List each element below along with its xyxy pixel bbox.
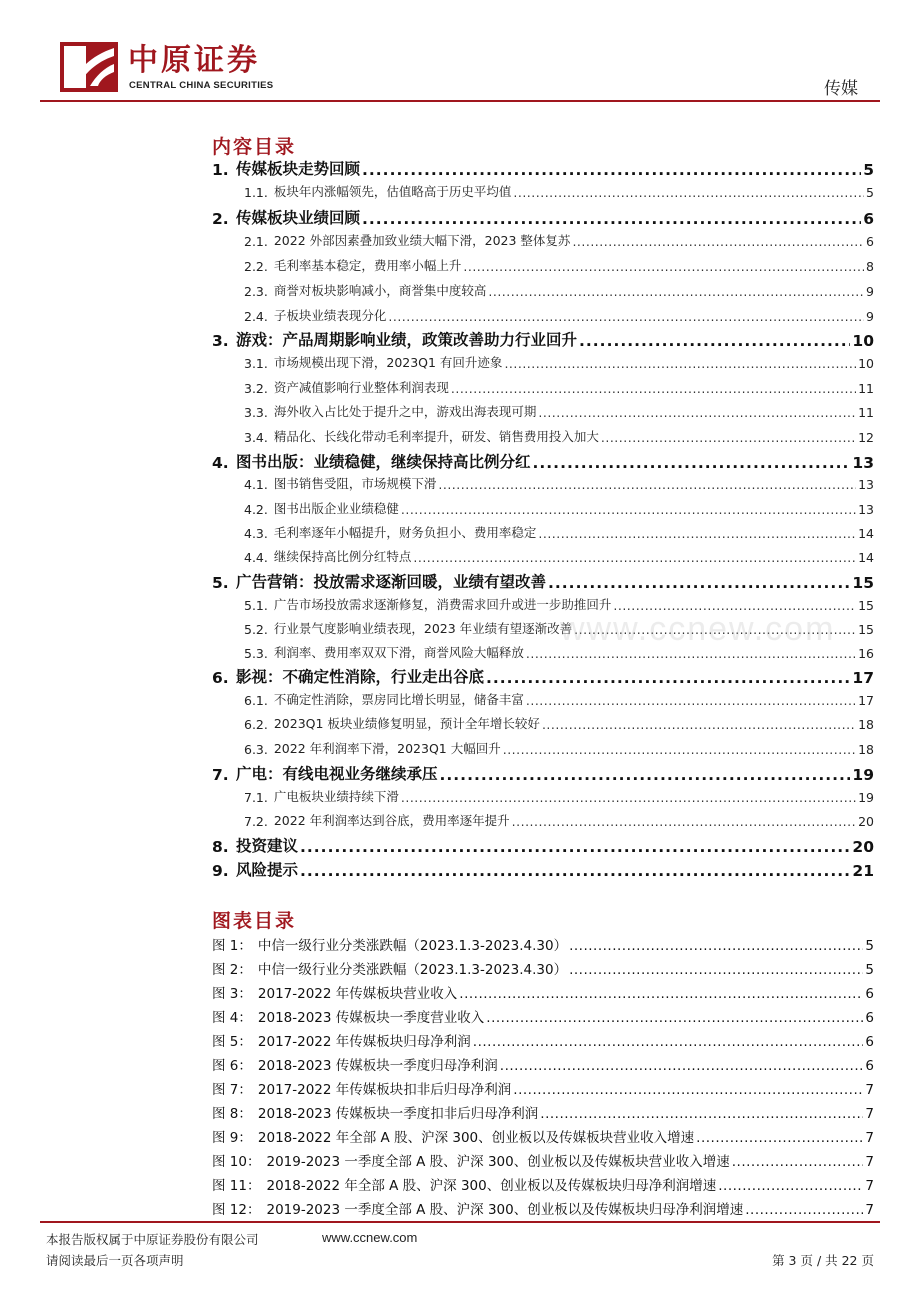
footer-disclaimer: 请阅读最后一页各项声明 — [46, 1253, 184, 1268]
entry-page: 13 — [858, 477, 874, 492]
entry-number: 6.3. — [244, 742, 268, 757]
entry-number: 3.4. — [244, 430, 268, 445]
toc-section-entry[interactable] — [212, 787, 874, 805]
leader-dots — [745, 1202, 863, 1218]
entry-page: 7 — [865, 1082, 874, 1098]
entry-title: 2022 外部因素叠加致业绩大幅下滑，2023 整体复苏 — [273, 233, 571, 248]
leader-dots — [538, 526, 856, 541]
entry-page: 12 — [858, 430, 874, 445]
entry-title: 2023Q1 板块业绩修复明显，预计全年增长较好 — [273, 716, 540, 731]
entry-number: 图 7： — [212, 1082, 252, 1098]
toc-section-entry[interactable] — [212, 523, 874, 541]
entry-number: 图 6： — [212, 1058, 252, 1074]
entry-page: 5 — [865, 938, 874, 954]
entry-page: 17 — [858, 693, 874, 708]
leader-dots — [473, 1034, 864, 1050]
header-divider — [40, 100, 880, 102]
entry-number: 4.3. — [244, 526, 268, 541]
entry-number: 1. — [212, 161, 229, 179]
entry-title: 海外收入占比处于提升之中，游戏出海表现可期 — [273, 404, 537, 419]
entry-title: 板块年内涨幅领先，估值略高于历史平均值 — [273, 184, 512, 199]
figure-entry[interactable] — [212, 958, 874, 978]
entry-number: 4.2. — [244, 502, 268, 517]
leader-dots — [732, 1154, 864, 1170]
figure-entry[interactable] — [212, 1102, 874, 1122]
entry-title: 2017-2022 年传媒板块扣非后归母净利润 — [257, 1082, 512, 1098]
entry-number: 图 1： — [212, 938, 252, 954]
toc-chapter-entry[interactable] — [212, 157, 874, 179]
footer-website-link[interactable]: www.ccnew.com — [322, 1230, 418, 1245]
leader-dots — [401, 502, 856, 517]
entry-page: 15 — [858, 598, 874, 613]
entry-page: 6 — [865, 1034, 874, 1050]
entry-number: 9. — [212, 862, 229, 880]
toc-chapter-entry[interactable] — [212, 858, 874, 880]
toc-section-entry[interactable] — [212, 306, 874, 324]
entry-title: 2022 年利润率下滑，2023Q1 大幅回升 — [273, 741, 501, 756]
entry-page: 14 — [858, 550, 874, 565]
entry-number: 7.2. — [244, 814, 268, 829]
entry-page: 6 — [863, 210, 874, 228]
entry-number: 图 9： — [212, 1130, 252, 1146]
toc-chapter-entry[interactable] — [212, 570, 874, 592]
entry-page: 5 — [866, 185, 874, 200]
figure-entry[interactable] — [212, 1078, 874, 1098]
entry-number: 2.4. — [244, 309, 268, 324]
leader-dots — [513, 1082, 863, 1098]
logo-chinese-name: 中原证券 — [128, 43, 260, 78]
toc-chapter-entry[interactable] — [212, 328, 874, 350]
entry-number: 图 3： — [212, 986, 252, 1002]
toc-section-entry[interactable] — [212, 256, 874, 274]
entry-page: 16 — [858, 646, 874, 661]
entry-title: 2018-2022 年全部 A 股、沪深 300、创业板以及传媒板块营业收入增速 — [257, 1130, 695, 1146]
report-sector: 传媒 — [824, 79, 858, 99]
entry-title: 广告市场投放需求逐渐修复，消费需求回升或进一步助推回升 — [273, 597, 612, 612]
toc-chapter-entry[interactable] — [212, 450, 874, 472]
leader-dots — [512, 814, 856, 829]
entry-number: 3. — [212, 332, 229, 350]
leader-dots — [500, 1058, 864, 1074]
leader-dots — [438, 477, 856, 492]
figure-entry[interactable] — [212, 1198, 874, 1218]
entry-page: 18 — [858, 742, 874, 757]
entry-title: 广电板块业绩持续下滑 — [273, 789, 399, 804]
entry-number: 4.4. — [244, 550, 268, 565]
entry-number: 8. — [212, 838, 229, 856]
entry-title: 投资建议 — [236, 837, 299, 855]
entry-page: 9 — [866, 309, 874, 324]
entry-page: 13 — [858, 502, 874, 517]
entry-number: 7.1. — [244, 790, 268, 805]
entry-title: 中信一级行业分类涨跌幅（2023.1.3-2023.4.30） — [257, 962, 568, 978]
entry-title: 中信一级行业分类涨跌幅（2023.1.3-2023.4.30） — [257, 938, 568, 954]
toc-section-entry[interactable] — [212, 281, 874, 299]
entry-number: 6.2. — [244, 717, 268, 732]
entry-title: 2019-2023 一季度全部 A 股、沪深 300、创业板以及传媒板块归母净利润增速 — [266, 1202, 744, 1218]
toc-chapter-entry[interactable] — [212, 665, 874, 687]
entry-page: 21 — [852, 862, 874, 880]
leader-dots — [513, 185, 864, 200]
entry-title: 利润率、费用率双双下滑，商誉风险大幅释放 — [273, 645, 524, 660]
entry-page: 7 — [865, 1106, 874, 1122]
entry-title: 继续保持高比例分红特点 — [273, 549, 412, 564]
figure-entry[interactable] — [212, 1126, 874, 1146]
entry-number: 6. — [212, 669, 229, 687]
entry-page: 18 — [858, 717, 874, 732]
toc-chapter-entry[interactable] — [212, 206, 874, 228]
entry-title: 市场规模出现下滑，2023Q1 有回升迹象 — [273, 355, 503, 370]
entry-page: 15 — [858, 622, 874, 637]
entry-page: 11 — [858, 405, 874, 420]
entry-title: 广告营销：投放需求逐渐回暖，业绩有望改善 — [236, 573, 547, 591]
entry-page: 20 — [858, 814, 874, 829]
entry-number: 2.3. — [244, 284, 268, 299]
entry-number: 3.3. — [244, 405, 268, 420]
entry-title: 毛利率逐年小幅提升，财务负担小、费用率稳定 — [273, 525, 537, 540]
leader-dots — [601, 430, 856, 445]
figure-entry[interactable] — [212, 1150, 874, 1170]
entry-number: 5.3. — [244, 646, 268, 661]
entry-page: 20 — [852, 838, 874, 856]
toc-section-entry[interactable] — [212, 499, 874, 517]
entry-number: 图 8： — [212, 1106, 252, 1122]
leader-dots — [300, 862, 850, 880]
entry-number: 5.2. — [244, 622, 268, 637]
leader-dots — [572, 234, 864, 249]
leader-dots — [488, 284, 864, 299]
entry-page: 8 — [866, 259, 874, 274]
leader-dots — [388, 309, 864, 324]
entry-number: 5.1. — [244, 598, 268, 613]
leader-dots — [569, 938, 863, 954]
entry-title: 2022 年利润率达到谷底，费用率逐年提升 — [273, 813, 510, 828]
entry-title: 2017-2022 年传媒板块归母净利润 — [257, 1034, 471, 1050]
leader-dots — [413, 550, 856, 565]
entry-number: 3.1. — [244, 356, 268, 371]
toc-section-entry[interactable] — [212, 353, 874, 371]
leader-dots — [451, 381, 856, 396]
entry-number: 图 11： — [212, 1178, 261, 1194]
toc-section-entry[interactable] — [212, 547, 874, 565]
entry-title: 传媒板块业绩回顾 — [236, 209, 361, 227]
entry-title: 2018-2023 传媒板块一季度营业收入 — [257, 1010, 485, 1026]
entry-page: 10 — [858, 356, 874, 371]
entry-number: 2.1. — [244, 234, 268, 249]
footer-page-number: 第 3 页 / 共 22 页 — [772, 1253, 874, 1268]
entry-title: 2018-2023 传媒板块一季度扣非后归母净利润 — [257, 1106, 539, 1122]
entry-page: 13 — [852, 454, 874, 472]
leader-dots — [533, 454, 851, 472]
entry-page: 11 — [858, 381, 874, 396]
leader-dots — [526, 693, 856, 708]
entry-title: 2018-2022 年全部 A 股、沪深 300、创业板以及传媒板块归母净利润增速 — [266, 1178, 717, 1194]
entry-title: 商誉对板块影响减小，商誉集中度较高 — [273, 283, 487, 298]
entry-number: 4.1. — [244, 477, 268, 492]
entry-title: 图书出版：业绩稳健，继续保持高比例分红 — [236, 453, 531, 471]
entry-title: 2018-2023 传媒板块一季度归母净利润 — [257, 1058, 498, 1074]
company-logo-icon — [60, 42, 118, 92]
leader-dots — [486, 1010, 863, 1026]
entry-number: 7. — [212, 766, 229, 784]
leader-dots — [486, 669, 850, 687]
entry-page: 7 — [865, 1130, 874, 1146]
entry-number: 4. — [212, 454, 229, 472]
toc-section-entry[interactable] — [212, 231, 874, 249]
toc-section-entry[interactable] — [212, 402, 874, 420]
entry-page: 5 — [865, 962, 874, 978]
leader-dots — [579, 332, 850, 350]
figure-entry[interactable] — [212, 934, 874, 954]
figure-entry[interactable] — [212, 1030, 874, 1050]
leader-dots — [440, 766, 851, 784]
figure-entry[interactable] — [212, 982, 874, 1002]
toc-section-entry[interactable] — [212, 811, 874, 829]
toc-section-entry[interactable] — [212, 378, 874, 396]
entry-page: 6 — [866, 234, 874, 249]
entry-title: 影视：不确定性消除，行业走出谷底 — [236, 668, 485, 686]
entry-title: 子板块业绩表现分化 — [273, 308, 387, 323]
footer-divider — [40, 1221, 880, 1223]
leader-dots — [459, 986, 863, 1002]
entry-page: 6 — [865, 1058, 874, 1074]
toc-chapter-entry[interactable] — [212, 762, 874, 784]
figure-entry[interactable] — [212, 1054, 874, 1074]
entry-title: 2017-2022 年传媒板块营业收入 — [257, 986, 458, 1002]
leader-dots — [696, 1130, 863, 1146]
leader-dots — [718, 1178, 863, 1194]
entry-page: 6 — [865, 1010, 874, 1026]
entry-title: 行业景气度影响业绩表现，2023 年业绩有望逐渐改善 — [273, 621, 573, 636]
entry-page: 15 — [852, 574, 874, 592]
leader-dots — [503, 742, 856, 757]
entry-number: 1.1. — [244, 185, 268, 200]
leader-dots — [540, 1106, 863, 1122]
entry-page: 7 — [865, 1154, 874, 1170]
figure-entry[interactable] — [212, 1006, 874, 1026]
toc-section-entry[interactable] — [212, 714, 874, 732]
entry-title: 图书销售受阻，市场规模下滑 — [273, 476, 437, 491]
toc-section-entry[interactable] — [212, 474, 874, 492]
entry-number: 3.2. — [244, 381, 268, 396]
figure-entry[interactable] — [212, 1174, 874, 1194]
entry-number: 6.1. — [244, 693, 268, 708]
leader-dots — [569, 962, 863, 978]
entry-title: 传媒板块走势回顾 — [236, 160, 361, 178]
entry-number: 5. — [212, 574, 229, 592]
entry-page: 10 — [852, 332, 874, 350]
toc-section-entry[interactable] — [212, 427, 874, 445]
leader-dots — [542, 717, 856, 732]
entry-page: 17 — [852, 669, 874, 687]
entry-page: 14 — [858, 526, 874, 541]
entry-number: 图 10： — [212, 1154, 261, 1170]
watermark: www.ccnew.com — [560, 610, 836, 648]
entry-title: 2019-2023 一季度全部 A 股、沪深 300、创业板以及传媒板块营业收入增速 — [266, 1154, 730, 1170]
entry-page: 5 — [863, 161, 874, 179]
entry-number: 图 4： — [212, 1010, 252, 1026]
entry-title: 游戏：产品周期影响业绩，政策改善助力行业回升 — [236, 331, 578, 349]
leader-dots — [504, 356, 856, 371]
leader-dots — [463, 259, 864, 274]
entry-page: 7 — [865, 1202, 874, 1218]
leader-dots — [538, 405, 856, 420]
entry-number: 图 12： — [212, 1202, 261, 1218]
toc-section-entry[interactable] — [212, 690, 874, 708]
toc-chapter-entry[interactable] — [212, 834, 874, 856]
entry-title: 毛利率基本稳定，费用率小幅上升 — [273, 258, 462, 273]
entry-title: 图书出版企业业绩稳健 — [273, 501, 399, 516]
entry-number: 图 5： — [212, 1034, 252, 1050]
entry-title: 广电：有线电视业务继续承压 — [236, 765, 438, 783]
entry-page: 19 — [858, 790, 874, 805]
entry-title: 风险提示 — [236, 861, 299, 879]
entry-number: 图 2： — [212, 962, 252, 978]
entry-page: 6 — [865, 986, 874, 1002]
entry-title: 精品化、长线化带动毛利率提升，研发、销售费用投入加大 — [273, 429, 599, 444]
logo-english-name: CENTRAL CHINA SECURITIES — [129, 80, 274, 91]
toc-section-entry[interactable] — [212, 739, 874, 757]
leader-dots — [401, 790, 856, 805]
leader-dots — [362, 161, 861, 179]
leader-dots — [548, 574, 850, 592]
page-header — [0, 0, 920, 105]
entry-number: 2.2. — [244, 259, 268, 274]
leader-dots — [362, 210, 861, 228]
entry-page: 7 — [865, 1178, 874, 1194]
leader-dots — [300, 838, 850, 856]
figure-list-title: 图表目录 — [212, 910, 297, 932]
toc-title: 内容目录 — [212, 136, 297, 158]
entry-page: 19 — [852, 766, 874, 784]
entry-title: 资产减值影响行业整体利润表现 — [273, 380, 449, 395]
entry-number: 2. — [212, 210, 229, 228]
entry-page: 9 — [866, 284, 874, 299]
toc-section-entry[interactable] — [212, 182, 874, 200]
entry-title: 不确定性消除，票房同比增长明显，储备丰富 — [273, 692, 524, 707]
footer-copyright: 本报告版权属于中原证券股份有限公司 — [46, 1232, 259, 1247]
